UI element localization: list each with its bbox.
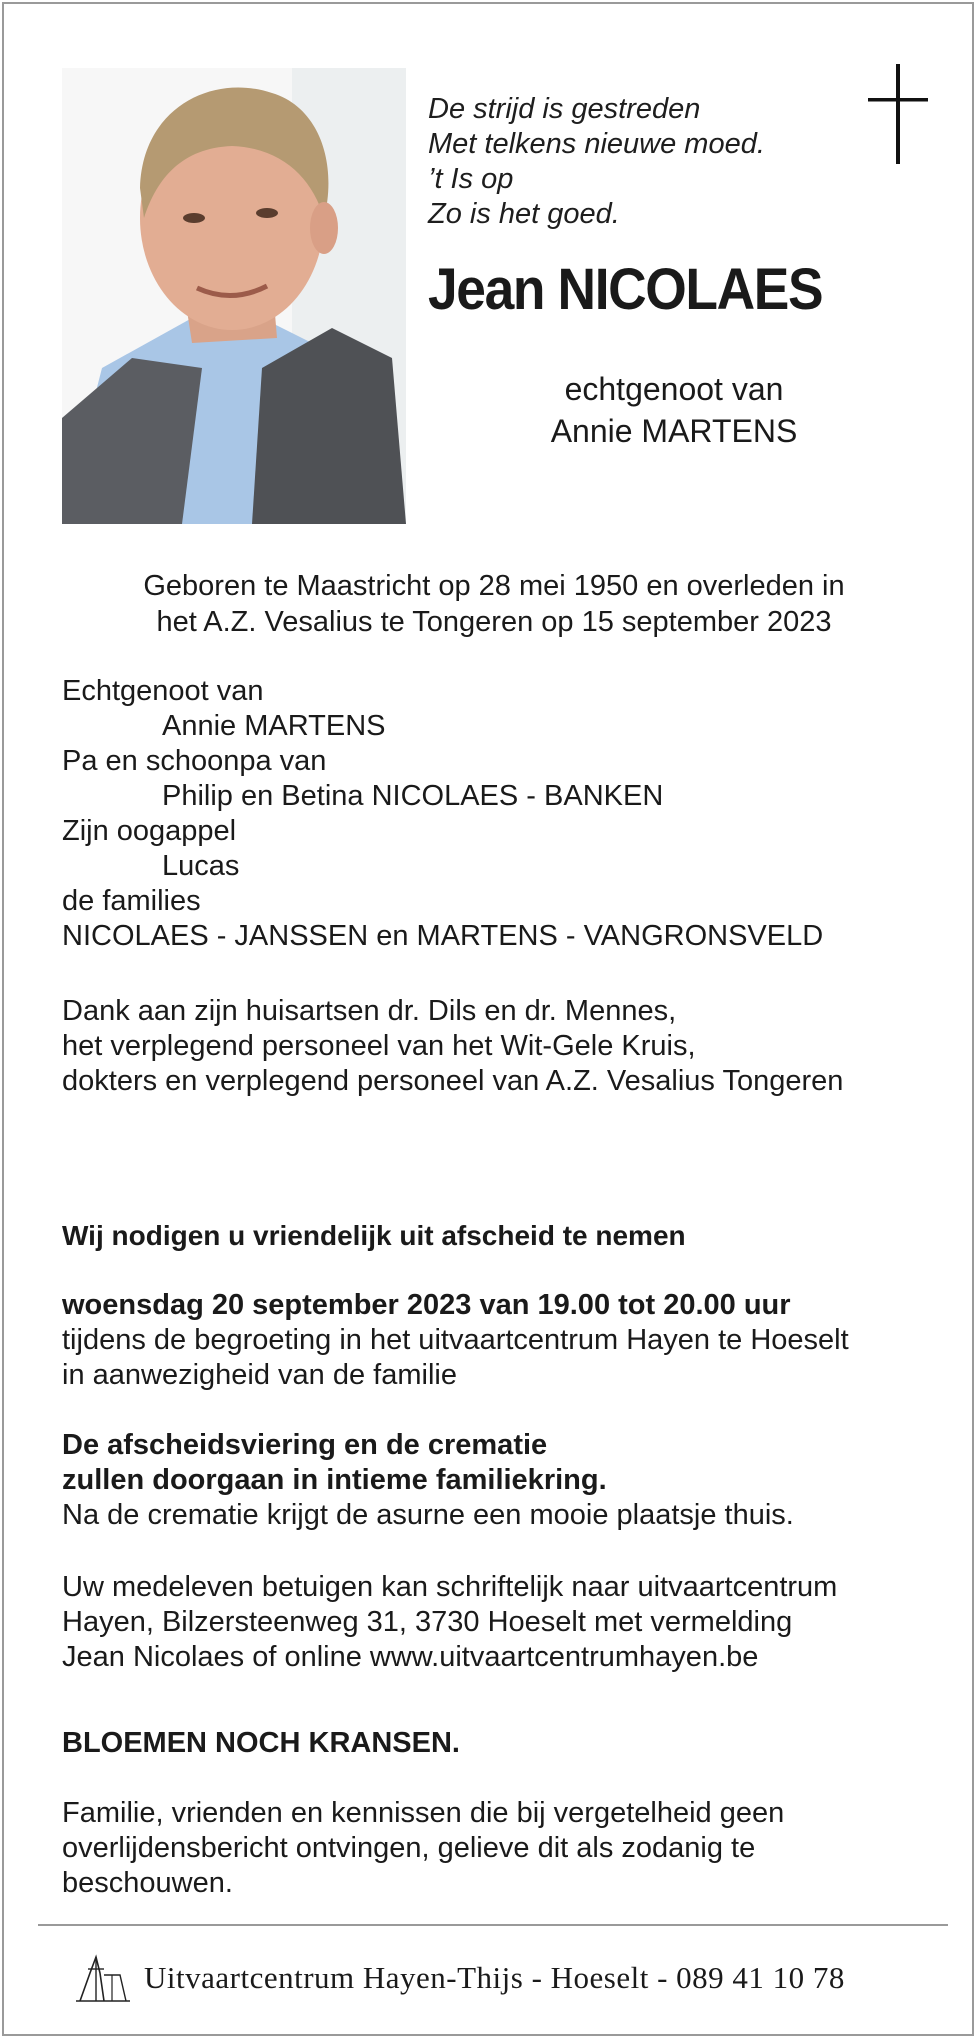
family-line: Echtgenoot van bbox=[62, 675, 264, 707]
family-line: NICOLAES - JANSSEN en MARTENS - VANGRONSVELD bbox=[62, 920, 824, 952]
cross-icon bbox=[868, 64, 928, 164]
poem-line: De strijd is gestreden bbox=[428, 93, 701, 125]
thanks-section bbox=[62, 994, 843, 1099]
footer bbox=[74, 1950, 845, 2006]
notice-line: Familie, vrienden en kennissen die bij vergetelheid geen bbox=[62, 1797, 785, 1829]
notice-line: overlijdensbericht ontvingen, gelieve dit als zodanig te bbox=[62, 1832, 756, 1864]
thanks-line: Dank aan zijn huisartsen dr. Dils en dr. Mennes, bbox=[62, 995, 677, 1027]
footer-text: Uitvaartcentrum Hayen-Thijs - Hoeselt - 089 41 10 78 bbox=[144, 1960, 845, 1995]
visitation-line: tijdens de begroeting in het uitvaartcentrum Hayen te Hoeselt bbox=[62, 1324, 849, 1356]
condolences-section bbox=[62, 1570, 837, 1675]
poem-line: ’t Is op bbox=[428, 163, 514, 195]
flowers-notice: BLOEMEN NOCH KRANSEN. bbox=[62, 1727, 460, 1759]
condolences-line: Jean Nicolaes of online www.uitvaartcentrumhayen.be bbox=[62, 1641, 759, 1673]
poem bbox=[428, 92, 765, 232]
visitation-section bbox=[62, 1288, 849, 1393]
birth-death-line: Geboren te Maastricht op 28 mei 1950 en overleden in bbox=[143, 570, 845, 602]
visitation-date: woensdag 20 september 2023 van 19.00 tot 20.00 uur bbox=[62, 1289, 791, 1321]
family-line: Philip en Betina NICOLAES - BANKEN bbox=[162, 780, 664, 812]
poem-line: Met telkens nieuwe moed. bbox=[428, 128, 765, 160]
family-line: Pa en schoonpa van bbox=[62, 745, 327, 777]
notice-line: beschouwen. bbox=[62, 1867, 233, 1899]
ceremony-line: Na de crematie krijgt de asurne een mooie plaatsje thuis. bbox=[62, 1499, 794, 1531]
ceremony-heading: zullen doorgaan in intieme familiekring. bbox=[62, 1464, 607, 1496]
birth-death-info bbox=[94, 568, 894, 640]
spouse-label: echtgenoot van bbox=[564, 371, 784, 407]
family-line: de families bbox=[62, 885, 201, 917]
notice-section bbox=[62, 1796, 784, 1901]
poem-line: Zo is het goed. bbox=[428, 198, 620, 230]
spouse-name: Annie MARTENS bbox=[550, 413, 798, 449]
portrait-photo bbox=[62, 68, 406, 524]
thanks-line: dokters en verplegend personeel van A.Z. Vesalius Tongeren bbox=[62, 1065, 844, 1097]
family-line: Lucas bbox=[162, 850, 240, 882]
condolences-line: Uw medeleven betuigen kan schriftelijk naar uitvaartcentrum bbox=[62, 1571, 838, 1603]
ceremony-heading: De afscheidsviering en de crematie bbox=[62, 1429, 548, 1461]
funeral-home-logo-icon bbox=[74, 1951, 132, 2005]
spouse-info bbox=[474, 368, 874, 452]
birth-death-line: het A.Z. Vesalius te Tongeren op 15 september 2023 bbox=[156, 606, 832, 638]
invitation-heading: Wij nodigen u vriendelijk uit afscheid te nemen bbox=[62, 1220, 686, 1251]
thanks-line: het verplegend personeel van het Wit-Gele Kruis, bbox=[62, 1030, 696, 1062]
family-line: Zijn oogappel bbox=[62, 815, 237, 847]
obituary-card bbox=[2, 2, 974, 2036]
condolences-line: Hayen, Bilzersteenweg 31, 3730 Hoeselt met vermelding bbox=[62, 1606, 793, 1638]
deceased-name: Jean NICOLAES bbox=[428, 257, 823, 322]
visitation-line: in aanwezigheid van de familie bbox=[62, 1359, 457, 1391]
footer-divider bbox=[38, 1924, 948, 1926]
ceremony-section bbox=[62, 1428, 794, 1533]
family-list bbox=[62, 674, 823, 954]
family-line: Annie MARTENS bbox=[162, 710, 386, 742]
